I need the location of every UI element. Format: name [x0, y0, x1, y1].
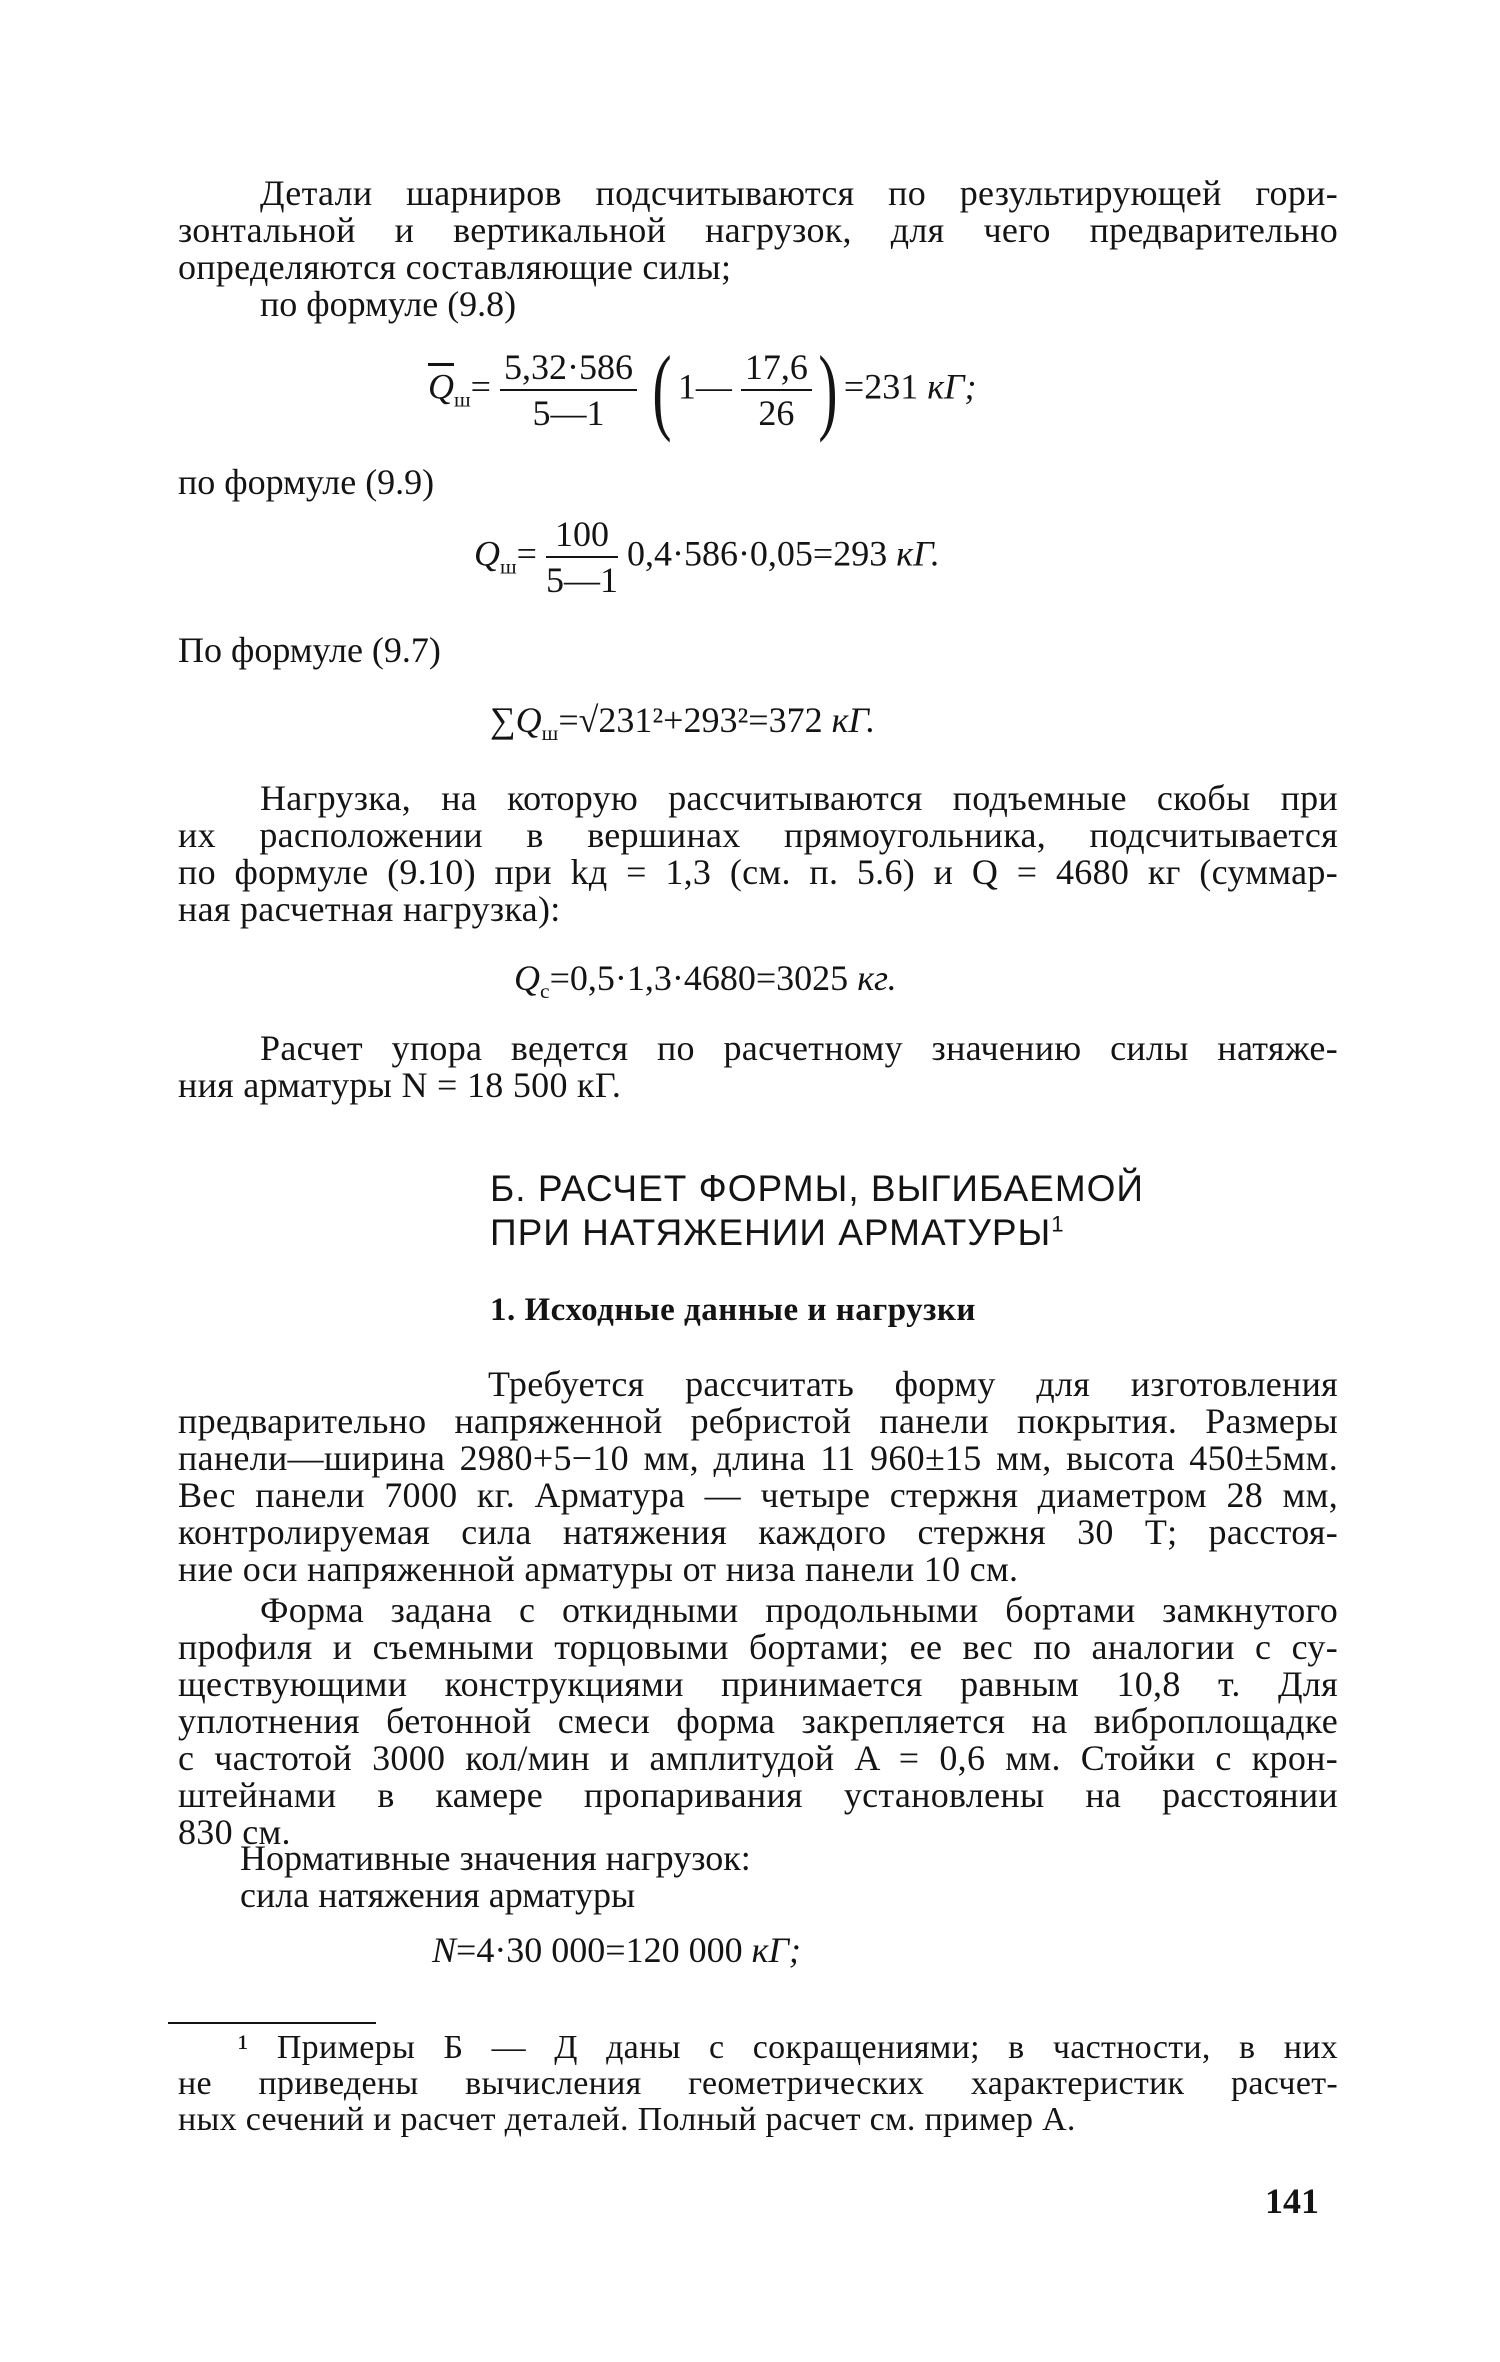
footnote-line: ных сечений и расчет деталей. Полный расчет см. пример А.: [178, 2101, 1076, 2138]
formula-9-8: $\overline{Q}_ш=$ $\frac{5,32\cdot 586}{5—1}$ ( 1— $\frac{17,6}{26}$ ) =231 кГ;: [428, 336, 977, 443]
formula-9-7: [490, 700, 876, 746]
formula-n: [432, 1930, 801, 1970]
right-paren: ): [818, 336, 838, 443]
text-line: Требуется рассчитать форму для изготовления: [488, 1364, 1338, 1404]
formula-label-9-9: по формуле (9.9): [178, 462, 435, 502]
text-line: панели—ширина 2980+5−10 мм, длина 11 960±15 мм, высота 450±5мм.: [178, 1438, 1338, 1478]
formula-9-9: $Q_ш=$ $\frac{100}{5—1}$ 0,4·586·0,05=293 кГ.: [474, 514, 940, 600]
heading-line-2: ПРИ НАТЯЖЕНИИ АРМАТУРЫ$^1$: [490, 1211, 1065, 1253]
footnote: [178, 2030, 1338, 2138]
inner-left: 1—: [677, 366, 732, 407]
paragraph-1: [178, 175, 1338, 286]
formula-result: =231: [843, 366, 919, 407]
formula-lhs: $\overline{Q}$: [428, 366, 454, 407]
text-line: определяются составляющие силы;: [178, 247, 732, 287]
section-heading: [490, 1167, 1144, 1255]
formula-lhs-sub: ш: [541, 721, 559, 746]
formula-label-9-7: По формуле (9.7): [178, 630, 441, 670]
heading-line-1: Б. РАСЧЕТ ФОРМЫ, ВЫГИБАЕМОЙ: [490, 1168, 1145, 1209]
text-line: зонтальной и вертикальной нагрузок, для чего предварительно: [178, 210, 1338, 250]
paragraph-3: [178, 1030, 1338, 1104]
text-line: ния арматуры N = 18 500 кГ.: [178, 1065, 622, 1105]
fraction: [500, 345, 637, 435]
text-line: ная расчетная нагрузка):: [178, 889, 561, 929]
text-line: штейнами в камере пропаривания установлены на расстоянии: [178, 1775, 1338, 1815]
text-line: Детали шарниров подсчитываются по результирующей гори-: [260, 173, 1338, 213]
formula-lhs: N: [432, 1930, 457, 1970]
text-line: Вес панели 7000 кг. Арматура — четыре стержня диаметром 28 мм,: [178, 1475, 1338, 1515]
text-line: ществующими конструкциями принимается равным 10,8 т. Для: [178, 1664, 1338, 1704]
formula-lhs-sub: ш: [500, 554, 517, 579]
text-line: Форма задана с откидными продольными бортами замкнутого: [260, 1590, 1338, 1630]
text-line: Расчет упора ведется по расчетному значению силы натяже-: [260, 1028, 1338, 1068]
sum-symbol: ∑: [490, 700, 516, 740]
formula-lhs: Q: [474, 533, 500, 574]
formula-rest: 0,4·586·0,05=293: [626, 533, 888, 574]
formula-lhs-sub: c: [540, 979, 550, 1004]
formula-unit: кГ;: [751, 1930, 801, 1970]
paragraph-5: [178, 1592, 1338, 1851]
formula-unit: кГ.: [896, 533, 940, 574]
formula-unit: кГ.: [831, 700, 876, 740]
text-line: 830 см.: [178, 1812, 291, 1852]
fraction-numerator: 100: [546, 512, 618, 558]
formula-qc: [514, 958, 897, 1004]
inner-denominator: 26: [758, 393, 795, 433]
footnote-line: ¹ Примеры Б — Д даны с сокращениями; в частности, в них: [238, 2029, 1338, 2066]
text-line: профиля и съемными торцовыми бортами; ее вес по аналогии с су-: [178, 1627, 1338, 1667]
paragraph-4: [178, 1366, 1338, 1588]
footnote-mark: 1: [1051, 1211, 1065, 1237]
formula-unit: кг.: [857, 958, 897, 998]
formula-expr: =0,5·1,3·4680=3025: [549, 958, 849, 998]
text-line: Нагрузка, на которую рассчитываются подъемные скобы при: [260, 778, 1338, 818]
left-paren: (: [652, 336, 672, 443]
formula-lhs: Q: [514, 958, 540, 998]
fraction-denominator: 5—1: [532, 393, 605, 433]
fraction-denominator: 5—1: [545, 560, 618, 600]
subheading: 1. Исходные данные и нагрузки: [490, 1292, 976, 1328]
inner-fraction: [741, 345, 812, 435]
formula-lhs-sub: ш: [454, 387, 471, 412]
text-line: их расположении в вершинах прямоугольника, подсчитывается: [178, 815, 1338, 855]
norm-loads-line: Нормативные значения нагрузок:: [240, 1838, 751, 1878]
formula-expr: =√231²+293²=372: [558, 700, 823, 740]
footnote-line: не приведены вычисления геометрических характеристик расчет-: [178, 2065, 1338, 2102]
tension-line: сила натяжения арматуры: [240, 1875, 636, 1915]
text-line: с частотой 3000 кол/мин и амплитудой A = 0,6 мм. Стойки с крон-: [178, 1738, 1338, 1778]
text-line: уплотнения бетонной смеси форма закрепляется на виброплощадке: [178, 1701, 1338, 1741]
formula-expr: =4·30 000=120 000: [456, 1930, 743, 1970]
text-line: по формуле (9.10) при kд = 1,3 (см. п. 5.6) и Q = 4680 кг (суммар-: [178, 852, 1338, 892]
text-line: предварительно напряженной ребристой панели покрытия. Размеры: [178, 1401, 1338, 1441]
text-line: контролируемая сила натяжения каждого стержня 30 Т; расстоя-: [178, 1512, 1338, 1552]
text-line: ние оси напряженной арматуры от низа панели 10 см.: [178, 1549, 1019, 1589]
page-number: 141: [1265, 2181, 1319, 2221]
formula-unit: кГ;: [927, 366, 977, 407]
inner-numerator: 17,6: [741, 345, 812, 391]
footnote-rule: [168, 2022, 376, 2024]
formula-label-9-8: по формуле (9.8): [260, 284, 517, 324]
fraction-numerator: 5,32·586: [500, 345, 637, 391]
formula-lhs: Q: [515, 700, 542, 740]
paragraph-2: [178, 780, 1338, 928]
fraction: [546, 512, 618, 602]
